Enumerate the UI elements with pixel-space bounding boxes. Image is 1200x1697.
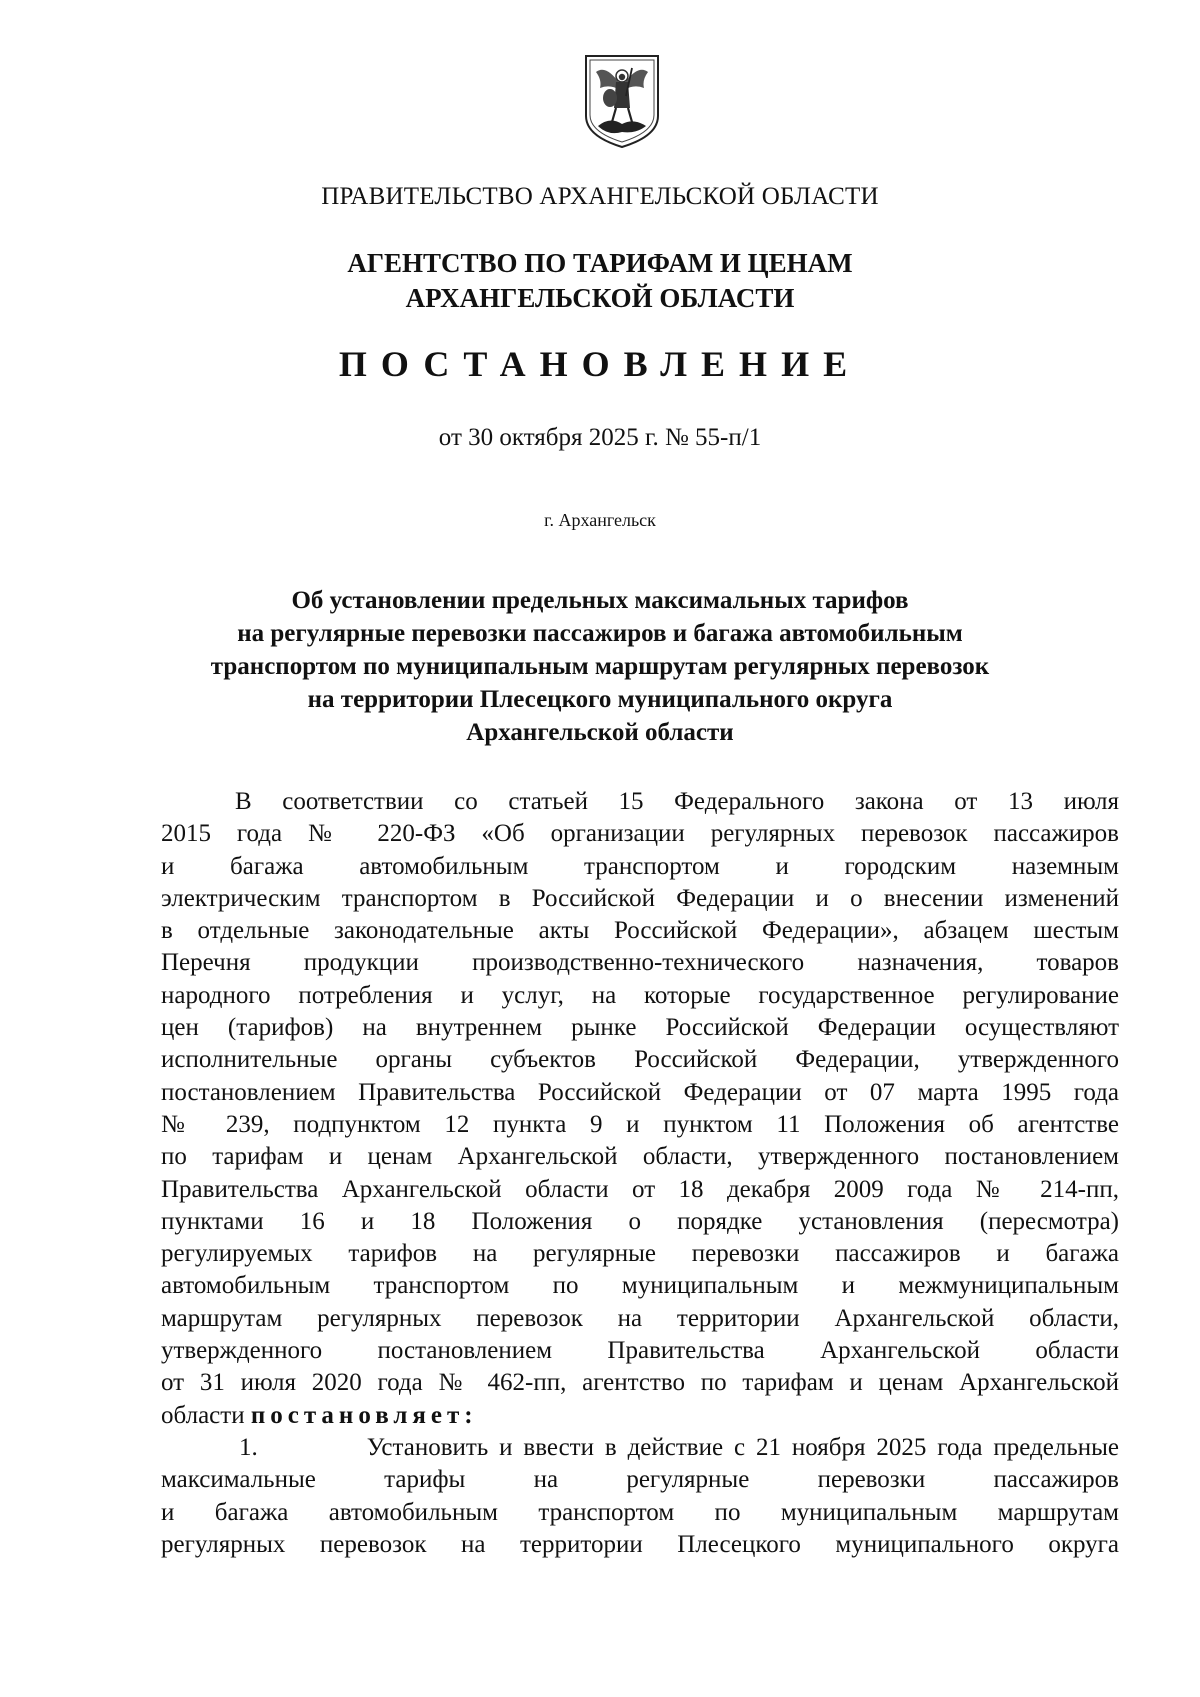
body-line: пунктами 16 и 18 Положения о порядке установления (пересмотра) xyxy=(161,1207,1119,1235)
body-line: автомобильным транспортом по муниципальным и межмуниципальным xyxy=(161,1272,1119,1300)
body-line: цен (тарифов) на внутреннем рынке Российской Федерации осуществляют xyxy=(161,1014,1119,1042)
resolves-word: постановляет: xyxy=(250,1401,478,1429)
agency-name-line-1: АГЕНТСТВО ПО ТАРИФАМ И ЦЕНАМ xyxy=(347,248,853,278)
agency-name-line-2: АРХАНГЕЛЬСКОЙ ОБЛАСТИ xyxy=(405,283,795,313)
body-line: народного потребления и услуг, на которые государственное регулирование xyxy=(161,981,1119,1009)
item-1-line: и багажа автомобильным транспортом по муниципальным маршрутам xyxy=(161,1498,1119,1526)
body-line: в отдельные законодательные акты Российской Федерации», абзацем шестым xyxy=(161,917,1119,945)
body-line: утвержденного постановлением Правительства Архангельской области xyxy=(161,1337,1119,1365)
subject-line: Об установлении предельных максимальных тарифов xyxy=(291,587,909,614)
body-last-prefix: области xyxy=(161,1401,245,1429)
agency-name xyxy=(0,246,1200,316)
item-1-number: 1. xyxy=(239,1433,258,1461)
body-line-resolves xyxy=(161,1400,1119,1432)
subject-line: Архангельской области xyxy=(466,719,734,746)
item-1-line: регулярных перевозок на территории Плесецкого муниципального округа xyxy=(161,1530,1119,1558)
body-line: и багажа автомобильным транспортом и городским наземным xyxy=(161,852,1119,880)
document-date-number: от 30 октября 2025 г. № 55-п/1 xyxy=(438,424,762,451)
subject-line: на регулярные перевозки пассажиров и багажа автомобильным xyxy=(237,620,963,647)
body-line: В соответствии со статьей 15 Федерального закона от 13 июля xyxy=(235,788,1119,815)
government-name: ПРАВИТЕЛЬСТВО АРХАНГЕЛЬСКОЙ ОБЛАСТИ xyxy=(321,183,879,210)
body-line: регулируемых тарифов на регулярные перевозки пассажиров и багажа xyxy=(161,1240,1119,1268)
body-line: от 31 июля 2020 года № 462-пп, агентство по тарифам и ценам Архангельской xyxy=(161,1369,1119,1397)
body-line: по тарифам и ценам Архангельской области, утвержденного постановлением xyxy=(161,1143,1119,1171)
document-type-title: ПОСТАНОВЛЕНИЕ xyxy=(338,344,862,384)
body-line: Перечня продукции производственно-технического назначения, товаров xyxy=(161,949,1119,977)
body-line: постановлением Правительства Российской Федерации от 07 марта 1995 года xyxy=(161,1078,1119,1106)
body-line: маршрутам регулярных перевозок на территории Архангельской области, xyxy=(161,1304,1119,1332)
subject-line: на территории Плесецкого муниципального округа xyxy=(307,686,893,713)
item-1-text: Установить и ввести в действие с 21 ноября 2025 года предельные xyxy=(366,1433,1119,1461)
item-1-first-line xyxy=(161,1432,1119,1464)
body-line: № 239, подпунктом 12 пункта 9 и пунктом 11 Положения об агентстве xyxy=(161,1110,1119,1138)
document-subject xyxy=(0,584,1200,749)
subject-line: транспортом по муниципальным маршрутам регулярных перевозок xyxy=(210,653,990,680)
document-body xyxy=(161,786,1119,1561)
coat-of-arms-icon xyxy=(580,50,664,150)
document-city: г. Архангельск xyxy=(544,510,656,530)
body-line: исполнительные органы субъектов Российской Федерации, утвержденного xyxy=(161,1046,1119,1074)
item-1-line: максимальные тарифы на регулярные перевозки пассажиров xyxy=(161,1466,1119,1494)
body-line: 2015 года № 220-ФЗ «Об организации регулярных перевозок пассажиров xyxy=(161,820,1119,848)
body-line: электрическим транспортом в Российской Федерации и о внесении изменений xyxy=(161,884,1119,912)
body-line: Правительства Архангельской области от 18 декабря 2009 года № 214-пп, xyxy=(161,1175,1119,1203)
